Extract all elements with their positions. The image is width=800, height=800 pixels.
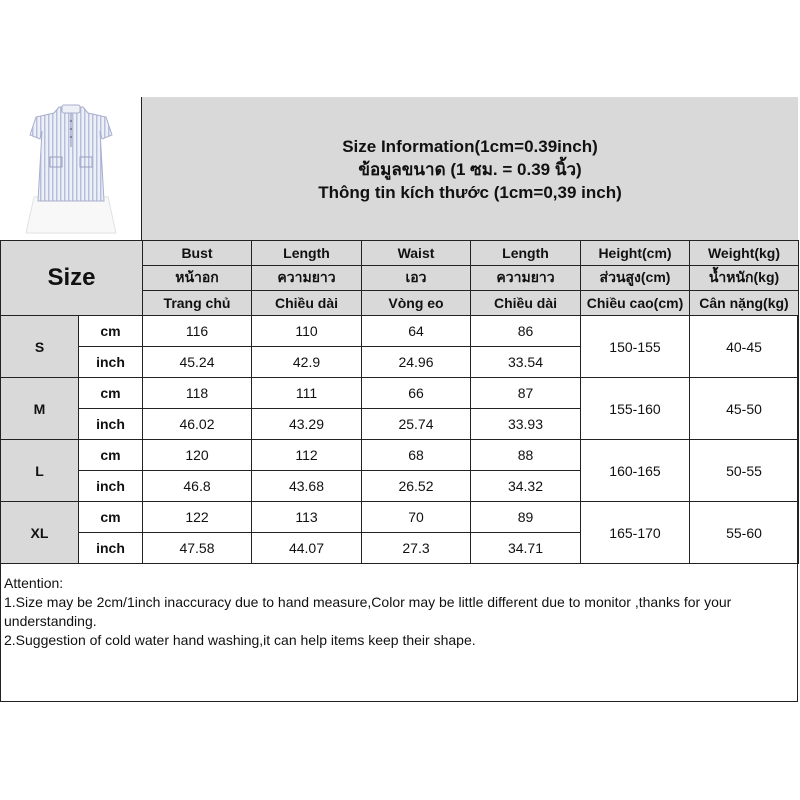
- length-cm: 112: [252, 440, 362, 471]
- size-table: [0, 240, 799, 564]
- bust-inch: 47.58: [143, 533, 252, 564]
- unit-cm: cm: [79, 378, 143, 409]
- col-length2-th: ความยาว: [471, 266, 581, 291]
- length-cm: 110: [252, 316, 362, 347]
- waist-cm: 64: [362, 316, 471, 347]
- col-height-th: ส่วนสูง(cm): [581, 266, 690, 291]
- waist-cm: 68: [362, 440, 471, 471]
- length2-cm: 88: [471, 440, 581, 471]
- col-length-en: Length: [252, 241, 362, 266]
- header-line-english: Size Information(1cm=0.39inch): [342, 136, 598, 156]
- attention-item-2: 2.Suggestion of cold water hand washing,it can help items keep their shape.: [4, 632, 476, 648]
- bust-cm: 120: [143, 440, 252, 471]
- length-inch: 42.9: [252, 347, 362, 378]
- unit-inch: inch: [79, 347, 143, 378]
- col-waist-vi: Vòng eo: [362, 291, 471, 316]
- height-range: 155-160: [581, 378, 690, 440]
- length2-inch: 34.32: [471, 471, 581, 502]
- col-weight-th: น้ำหนัก(kg): [690, 266, 799, 291]
- length2-cm: 89: [471, 502, 581, 533]
- unit-cm: cm: [79, 440, 143, 471]
- col-length-th: ความยาว: [252, 266, 362, 291]
- col-length2-en: Length: [471, 241, 581, 266]
- weight-range: 55-60: [690, 502, 799, 564]
- unit-inch: inch: [79, 409, 143, 440]
- bust-cm: 116: [143, 316, 252, 347]
- length-cm: 113: [252, 502, 362, 533]
- bust-inch: 46.02: [143, 409, 252, 440]
- table-row: [1, 440, 799, 471]
- length-inch: 44.07: [252, 533, 362, 564]
- waist-inch: 26.52: [362, 471, 471, 502]
- col-height-vi: Chiều cao(cm): [581, 291, 690, 316]
- col-waist-th: เอว: [362, 266, 471, 291]
- unit-cm: cm: [79, 502, 143, 533]
- length-cm: 111: [252, 378, 362, 409]
- waist-inch: 27.3: [362, 533, 471, 564]
- weight-range: 45-50: [690, 378, 799, 440]
- bust-inch: 45.24: [143, 347, 252, 378]
- col-weight-en: Weight(kg): [690, 241, 799, 266]
- length2-inch: 33.93: [471, 409, 581, 440]
- table-row: [1, 378, 799, 409]
- product-photo: [0, 97, 142, 241]
- size-column-header: Size: [1, 241, 143, 316]
- col-length2-vi: Chiều dài: [471, 291, 581, 316]
- attention-title: Attention:: [4, 575, 64, 591]
- unit-cm: cm: [79, 316, 143, 347]
- dress-image: [12, 101, 130, 237]
- col-bust-th: หน้าอก: [143, 266, 252, 291]
- weight-range: 50-55: [690, 440, 799, 502]
- waist-inch: 24.96: [362, 347, 471, 378]
- length2-cm: 86: [471, 316, 581, 347]
- height-range: 165-170: [581, 502, 690, 564]
- unit-inch: inch: [79, 533, 143, 564]
- size-label: XL: [1, 502, 79, 564]
- height-range: 160-165: [581, 440, 690, 502]
- length2-inch: 34.71: [471, 533, 581, 564]
- header-row-english: [1, 241, 799, 266]
- length-inch: 43.68: [252, 471, 362, 502]
- attention-item-1: 1.Size may be 2cm/1inch inaccuracy due to hand measure,Color may be little different due to monitor ,thanks for your understanding.: [4, 594, 732, 629]
- col-weight-vi: Cân nặng(kg): [690, 291, 799, 316]
- size-label: L: [1, 440, 79, 502]
- table-row: [1, 316, 799, 347]
- bust-cm: 118: [143, 378, 252, 409]
- bust-cm: 122: [143, 502, 252, 533]
- length2-inch: 33.54: [471, 347, 581, 378]
- waist-inch: 25.74: [362, 409, 471, 440]
- height-range: 150-155: [581, 316, 690, 378]
- length-inch: 43.29: [252, 409, 362, 440]
- bust-inch: 46.8: [143, 471, 252, 502]
- length2-cm: 87: [471, 378, 581, 409]
- col-waist-en: Waist: [362, 241, 471, 266]
- attention-notes: [4, 574, 794, 650]
- size-label: S: [1, 316, 79, 378]
- waist-cm: 70: [362, 502, 471, 533]
- col-bust-en: Bust: [143, 241, 252, 266]
- waist-cm: 66: [362, 378, 471, 409]
- table-row: [1, 502, 799, 533]
- col-bust-vi: Trang chủ: [143, 291, 252, 316]
- unit-inch: inch: [79, 471, 143, 502]
- col-height-en: Height(cm): [581, 241, 690, 266]
- header-line-thai: ข้อมูลขนาด (1 ซม. = 0.39 นิ้ว): [358, 159, 582, 179]
- weight-range: 40-45: [690, 316, 799, 378]
- size-information-header: [142, 97, 798, 241]
- col-length-vi: Chiều dài: [252, 291, 362, 316]
- size-label: M: [1, 378, 79, 440]
- header-line-vietnamese: Thông tin kích thước (1cm=0,39 inch): [318, 182, 622, 202]
